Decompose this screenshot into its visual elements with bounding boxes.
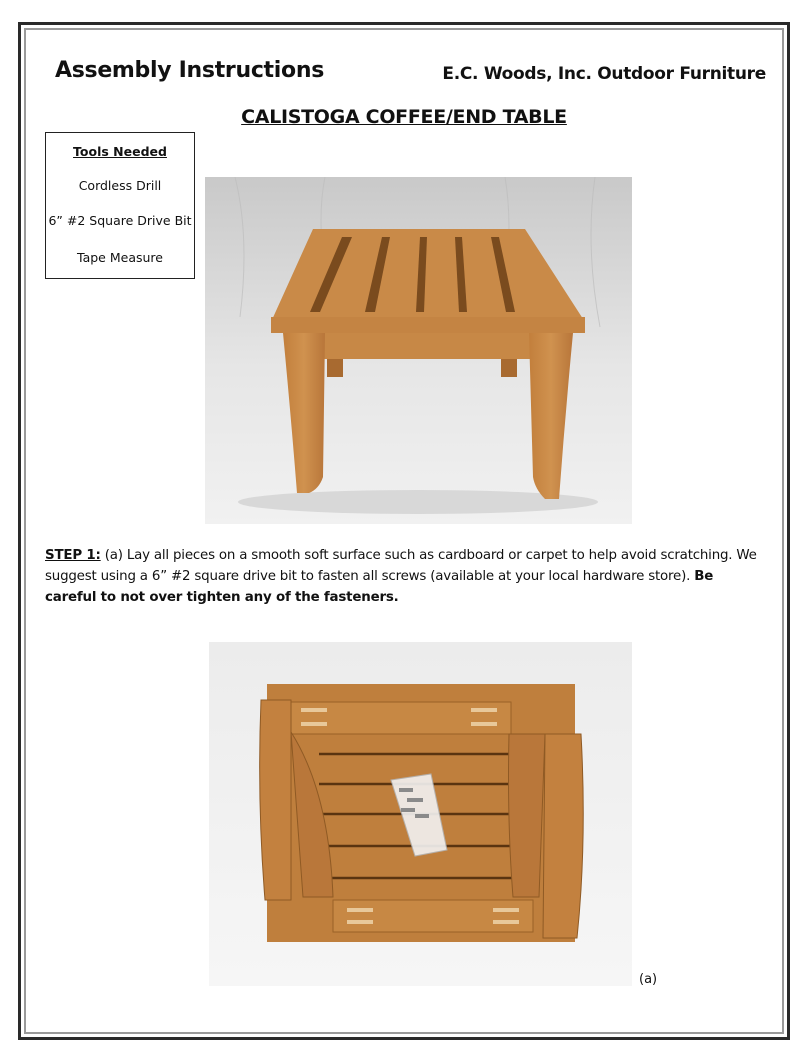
assembled-table-photo <box>205 177 632 524</box>
header-company: E.C. Woods, Inc. Outdoor Furniture <box>442 64 766 84</box>
tool-item-drill: Cordless Drill <box>78 178 162 193</box>
figure-caption-a: (a) <box>639 972 658 987</box>
step-1-label: STEP 1: <box>45 548 101 563</box>
document-title: CALISTOGA COFFEE/END TABLE <box>241 106 567 128</box>
step-1-text: (a) Lay all pieces on a smooth soft surface such as cardboard or carpet to help avoid scratching. We suggest using a 6” #2 square drive bit to fasten all screws (available at your local hardware store). <box>45 548 757 584</box>
parts-layout-photo <box>209 642 632 986</box>
tools-heading: Tools Needed <box>73 144 167 159</box>
step-1-warning: Be careful to not over tighten any of the fasteners. <box>45 569 714 605</box>
tool-item-tape-measure: Tape Measure <box>77 250 163 265</box>
step-1-instructions <box>45 545 765 608</box>
tools-needed-box <box>45 132 195 279</box>
header-title: Assembly Instructions <box>55 58 324 83</box>
tool-item-drive-bit: 6” #2 Square Drive Bit <box>48 213 192 228</box>
